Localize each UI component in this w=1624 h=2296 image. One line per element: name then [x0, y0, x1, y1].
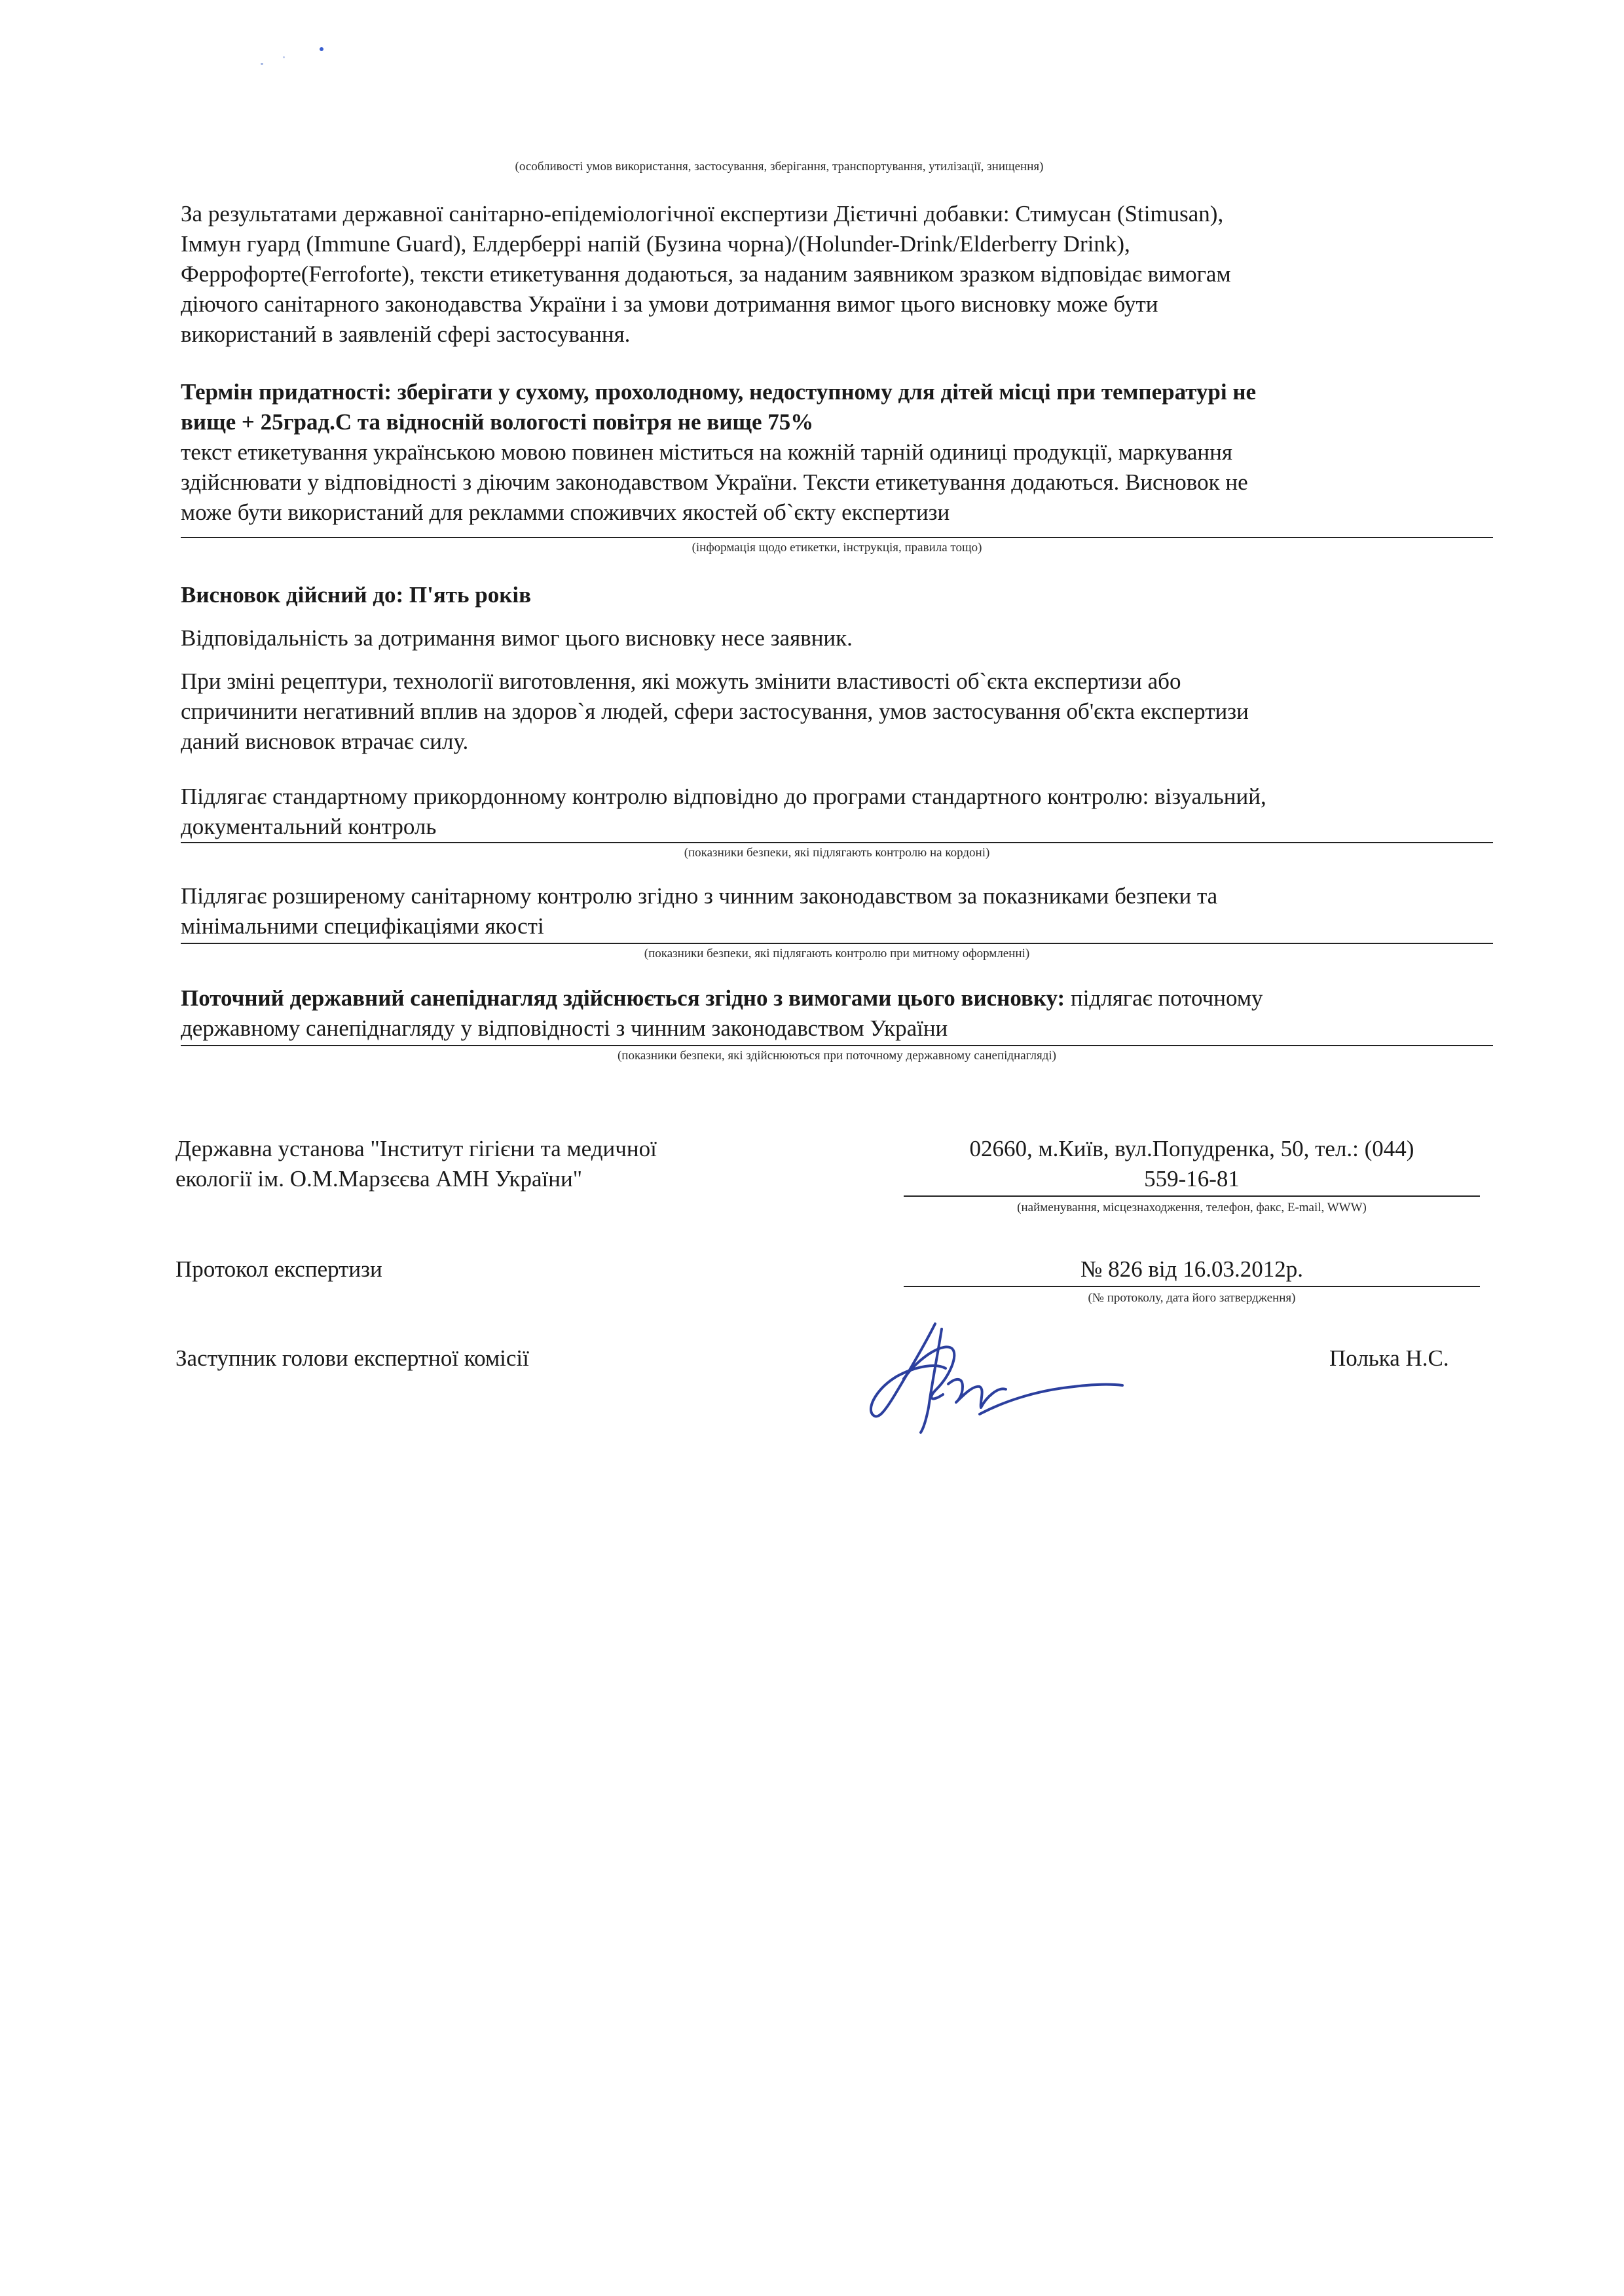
labeling-caption: (інформація щодо етикетки, інструкція, правила тощо)	[692, 541, 982, 555]
responsibility-line: Відповідальність за дотримання вимог цього висновку несе заявник.	[181, 625, 853, 651]
text-line: документальний контроль	[181, 814, 437, 839]
result-paragraph	[181, 199, 1231, 350]
change-clause	[181, 666, 1249, 757]
validity-line: Висновок дійсний до: П'ять років	[181, 582, 531, 608]
supervision-rule	[181, 1045, 1493, 1046]
text-line: даний висновок втрачає силу.	[181, 729, 469, 754]
border-control	[181, 782, 1266, 842]
sanitary-rule	[181, 943, 1493, 944]
scan-speck	[283, 56, 285, 58]
sanitary-caption: (показники безпеки, які підлягають контролю при митному оформленні)	[644, 947, 1030, 960]
institution-address	[904, 1134, 1480, 1194]
text-line: може бути використаний для рекламми споживчих якостей об`єкту експертизи	[181, 500, 950, 525]
text-line: Термін придатності: зберігати у сухому, прохолодному, недоступному для дітей місці при температурі не	[181, 379, 1257, 405]
address-rule	[904, 1195, 1480, 1197]
scan-speck	[261, 63, 263, 65]
institution-name	[175, 1134, 657, 1194]
supervision-bold: Поточний державний санепіднагляд здійснюється згідно з вимогами цього висновку:	[181, 985, 1065, 1011]
supervision-caption: (показники безпеки, які здійснюються при поточному державному санепіднагляді)	[617, 1049, 1056, 1063]
text-line: вище + 25град.С та відносній вологості повітря не вище 75%	[181, 409, 814, 435]
text-line: використаний в заявленій сфері застосування.	[181, 321, 631, 347]
text-line: 02660, м.Київ, вул.Попудренка, 50, тел.: (044)	[969, 1136, 1414, 1161]
text-line: За результатами державної санітарно-епідеміологічної експертизи Дієтичні добавки: Стимусан (Stimusan),	[181, 201, 1224, 227]
text-line: державному санепіднагляду у відповідності з чинним законодавством України	[181, 1015, 948, 1041]
text-line: екології ім. О.М.Марзєєва АМН України"	[175, 1166, 583, 1192]
labeling-rule	[181, 537, 1493, 538]
border-rule	[181, 842, 1493, 843]
sanitary-control	[181, 881, 1217, 941]
shelf-life-paragraph	[181, 377, 1256, 528]
text-line: діючого санітарного законодавства України і за умови дотримання вимог цього висновку може бути	[181, 291, 1158, 317]
protocol-label: Протокол експертизи	[175, 1256, 382, 1282]
signatory-role: Заступник голови експертної комісії	[175, 1345, 529, 1371]
text-line: мінімальними специфікаціями якості	[181, 913, 544, 939]
text-line: Підлягає стандартному прикордонному контролю відповідно до програми стандартного контролю: візуальний,	[181, 784, 1266, 809]
text-line: Феррофорте(Ferroforte), тексти етикетування додаються, за наданим заявником зразком відповідає вимогам	[181, 261, 1231, 287]
text-line: спричинити негативний вплив на здоров`я людей, сфери застосування, умов застосування об'єкта експертизи	[181, 699, 1249, 724]
usage-caption: (особливості умов використання, застосування, зберігання, транспортування, утилізації, знищення)	[515, 160, 1044, 173]
protocol-caption: (№ протоколу, дата його затвердження)	[1088, 1291, 1296, 1305]
supervision-paragraph	[181, 983, 1263, 1044]
text-line: Державна установа "Інститут гігієни та медичної	[175, 1136, 657, 1161]
supervision-rest: підлягає поточному	[1065, 985, 1263, 1011]
text-line: 559-16-81	[1144, 1166, 1240, 1192]
protocol-rule	[904, 1286, 1480, 1287]
scan-speck	[320, 47, 323, 51]
signatory-name: Полька Н.С.	[1329, 1345, 1449, 1371]
border-caption: (показники безпеки, які підлягають контролю на кордоні)	[684, 846, 990, 860]
signature-image	[858, 1316, 1133, 1440]
text-line: Підлягає розширеному санітарному контролю згідно з чинним законодавством за показниками безпеки та	[181, 883, 1218, 909]
text-line: текст етикетування українською мовою повинен міститься на кожній тарній одиниці продукції, маркування	[181, 439, 1232, 465]
text-line: здійснювати у відповідності з діючим законодавством України. Тексти етикетування додаються. Висновок не	[181, 469, 1248, 495]
text-line: При зміні рецептури, технології виготовлення, які можуть змінити властивості об`єкта експертизи або	[181, 668, 1181, 694]
text-line	[181, 983, 1263, 1013]
text-line: Іммун гуард (Immune Guard), Елдерберрі напій (Бузина чорна)/(Holunder-Drink/Elderberry Drink),	[181, 231, 1130, 257]
protocol-value: № 826 від 16.03.2012р.	[1080, 1256, 1303, 1282]
address-caption: (найменування, місцезнаходження, телефон, факс, E-mail, WWW)	[1017, 1201, 1367, 1214]
